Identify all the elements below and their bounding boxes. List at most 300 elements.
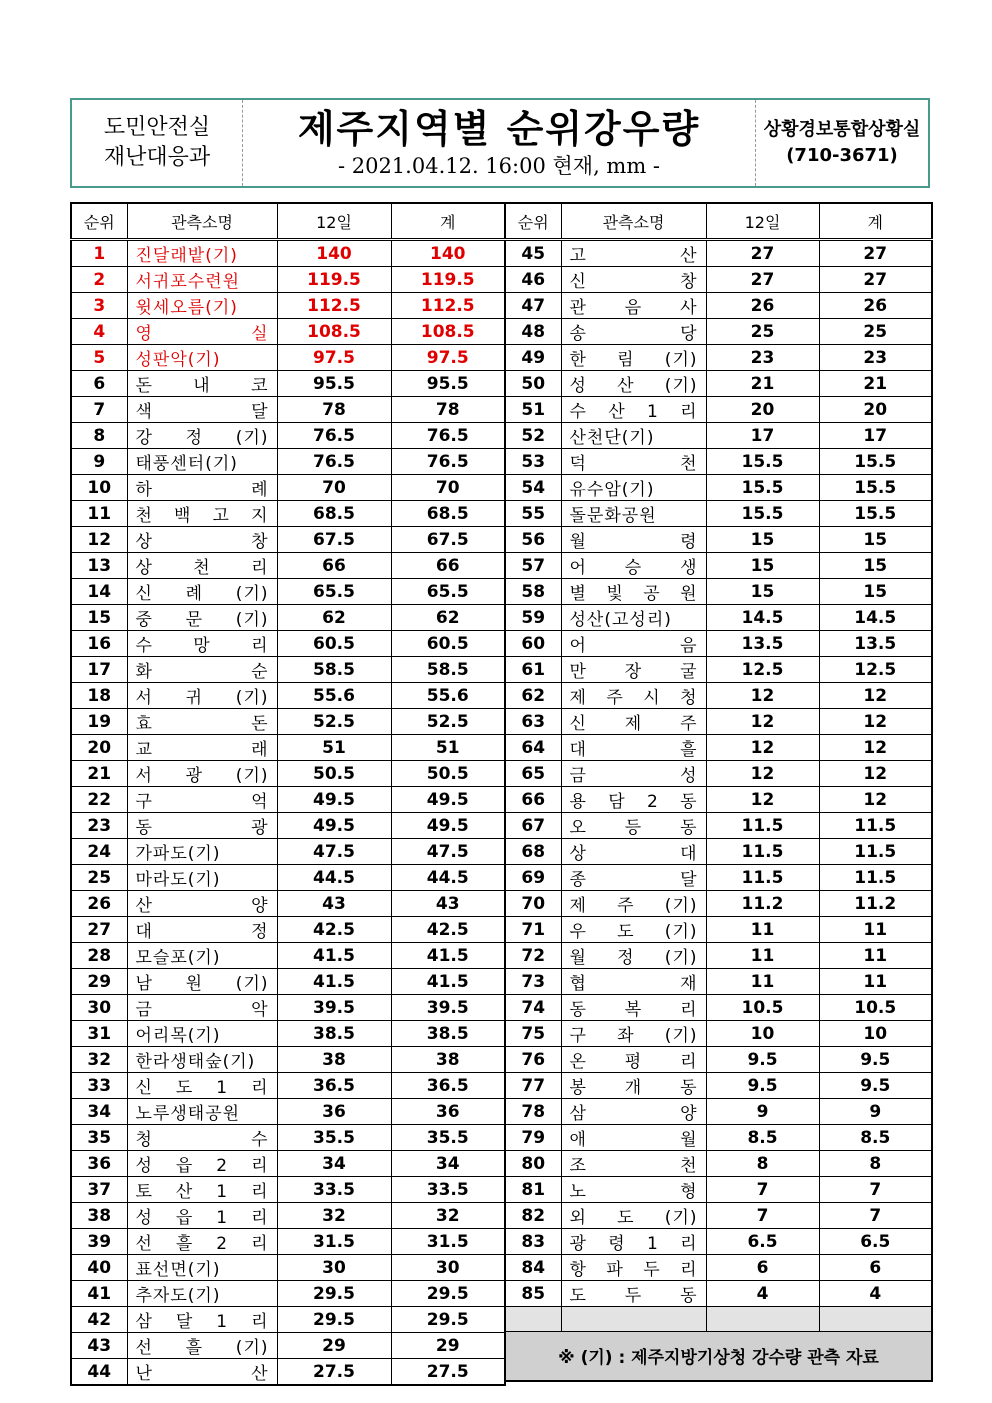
table-row xyxy=(505,1021,932,1047)
station-name-cell: 상 천 리 xyxy=(127,553,277,579)
day-rainfall-cell: 9 xyxy=(706,1099,819,1125)
rank-cell: 77 xyxy=(505,1073,561,1099)
day-rainfall-cell: 7 xyxy=(706,1177,819,1203)
station-name-cell: 만 장 굴 xyxy=(561,657,706,683)
rank-cell: 50 xyxy=(505,371,561,397)
rank-cell: 67 xyxy=(505,813,561,839)
day-rainfall-cell: 50.5 xyxy=(277,761,391,787)
station-name-cell: 산 양 xyxy=(127,891,277,917)
day-rainfall-cell: 70 xyxy=(277,475,391,501)
station-name-cell: 금 성 xyxy=(561,761,706,787)
table-row xyxy=(71,865,505,891)
day-rainfall-cell: 11.5 xyxy=(706,813,819,839)
station-name-cell: 토 산 1 리 xyxy=(127,1177,277,1203)
station-name-cell: 도 두 동 xyxy=(561,1281,706,1307)
total-rainfall-cell: 12 xyxy=(819,683,932,709)
station-name-cell: 산천단(기) xyxy=(561,423,706,449)
total-rainfall-cell: 27.5 xyxy=(391,1359,505,1386)
department-block xyxy=(72,100,243,186)
station-name-cell: 어리목(기) xyxy=(127,1021,277,1047)
table-row xyxy=(505,553,932,579)
day-rainfall-cell: 12.5 xyxy=(706,657,819,683)
rank-cell: 15 xyxy=(71,605,127,631)
total-rainfall-cell: 51 xyxy=(391,735,505,761)
station-name-cell: 성산(고성리) xyxy=(561,605,706,631)
station-name-cell: 오 등 동 xyxy=(561,813,706,839)
table-row xyxy=(505,631,932,657)
day-rainfall-cell: 52.5 xyxy=(277,709,391,735)
station-name-cell: 서 광 (기) xyxy=(127,761,277,787)
day-rainfall-cell: 30 xyxy=(277,1255,391,1281)
table-row xyxy=(505,735,932,761)
table-row xyxy=(71,787,505,813)
total-rainfall-cell: 27 xyxy=(819,240,932,267)
station-name-cell: 청 수 xyxy=(127,1125,277,1151)
total-rainfall-cell: 31.5 xyxy=(391,1229,505,1255)
total-rainfall-cell: 32 xyxy=(391,1203,505,1229)
station-name-cell: 진달래밭(기) xyxy=(127,240,277,267)
rank-cell: 61 xyxy=(505,657,561,683)
day-rainfall-cell: 9.5 xyxy=(706,1073,819,1099)
station-name-cell: 신 도 1 리 xyxy=(127,1073,277,1099)
day-rainfall-cell: 58.5 xyxy=(277,657,391,683)
station-name-cell: 노 형 xyxy=(561,1177,706,1203)
rank-cell: 31 xyxy=(71,1021,127,1047)
rank-cell: 38 xyxy=(71,1203,127,1229)
day-rainfall-cell: 44.5 xyxy=(277,865,391,891)
total-rainfall-cell: 41.5 xyxy=(391,969,505,995)
table-row xyxy=(505,423,932,449)
total-rainfall-cell: 108.5 xyxy=(391,319,505,345)
station-name-cell: 하 례 xyxy=(127,475,277,501)
table-row xyxy=(71,1021,505,1047)
day-rainfall-cell: 29 xyxy=(277,1333,391,1359)
total-rainfall-cell: 42.5 xyxy=(391,917,505,943)
station-name-cell: 고 산 xyxy=(561,240,706,267)
table-row xyxy=(71,319,505,345)
total-rainfall-cell: 10.5 xyxy=(819,995,932,1021)
page-title: 제주지역별 순위강우량 xyxy=(297,107,701,151)
day-rainfall-cell: 35.5 xyxy=(277,1125,391,1151)
table-row xyxy=(71,1047,505,1073)
station-name-cell: 덕 천 xyxy=(561,449,706,475)
table-row xyxy=(505,943,932,969)
table-row xyxy=(505,683,932,709)
station-name-cell: 제 주 (기) xyxy=(561,891,706,917)
total-rainfall-cell: 112.5 xyxy=(391,293,505,319)
station-name-cell: 성 읍 1 리 xyxy=(127,1203,277,1229)
total-rainfall-cell: 11.5 xyxy=(819,839,932,865)
col-day: 12일 xyxy=(706,203,819,240)
table-row xyxy=(71,423,505,449)
table-row xyxy=(505,579,932,605)
station-name-cell: 별 빛 공 원 xyxy=(561,579,706,605)
table-row xyxy=(505,1229,932,1255)
station-name-cell: 한 림 (기) xyxy=(561,345,706,371)
table-row xyxy=(71,1073,505,1099)
total-rainfall-cell: 17 xyxy=(819,423,932,449)
rank-cell: 78 xyxy=(505,1099,561,1125)
station-name-cell: 태풍센터(기) xyxy=(127,449,277,475)
table-row xyxy=(505,1203,932,1229)
station-name-cell: 돈 내 코 xyxy=(127,371,277,397)
table-row xyxy=(71,475,505,501)
day-rainfall-cell: 27 xyxy=(706,240,819,267)
total-rainfall-cell: 8 xyxy=(819,1151,932,1177)
table-row xyxy=(71,917,505,943)
rank-cell: 4 xyxy=(71,319,127,345)
office-block xyxy=(756,100,928,186)
department-line-1: 도민안전실 xyxy=(103,115,211,140)
station-name-cell: 신 창 xyxy=(561,267,706,293)
table-row xyxy=(71,995,505,1021)
rank-cell: 56 xyxy=(505,527,561,553)
table-row xyxy=(71,579,505,605)
table-row xyxy=(71,449,505,475)
table-row xyxy=(71,1203,505,1229)
table-row xyxy=(71,813,505,839)
rank-cell: 68 xyxy=(505,839,561,865)
table-row xyxy=(71,631,505,657)
total-rainfall-cell: 9.5 xyxy=(819,1047,932,1073)
station-name-cell: 한라생태숲(기) xyxy=(127,1047,277,1073)
table-row xyxy=(505,319,932,345)
table-row xyxy=(505,1099,932,1125)
blank-cell xyxy=(819,1307,932,1332)
total-rainfall-cell: 55.6 xyxy=(391,683,505,709)
day-rainfall-cell: 29.5 xyxy=(277,1281,391,1307)
total-rainfall-cell: 95.5 xyxy=(391,371,505,397)
day-rainfall-cell: 67.5 xyxy=(277,527,391,553)
day-rainfall-cell: 76.5 xyxy=(277,423,391,449)
rank-cell: 85 xyxy=(505,1281,561,1307)
col-total: 계 xyxy=(819,203,932,240)
rank-cell: 34 xyxy=(71,1099,127,1125)
rank-cell: 24 xyxy=(71,839,127,865)
station-name-cell: 신 제 주 xyxy=(561,709,706,735)
station-name-cell: 성판악(기) xyxy=(127,345,277,371)
day-rainfall-cell: 11 xyxy=(706,969,819,995)
table-row xyxy=(505,1047,932,1073)
station-name-cell: 조 천 xyxy=(561,1151,706,1177)
table-row xyxy=(505,1281,932,1307)
table-row xyxy=(505,865,932,891)
rank-cell: 70 xyxy=(505,891,561,917)
rank-cell: 62 xyxy=(505,683,561,709)
total-rainfall-cell: 68.5 xyxy=(391,501,505,527)
day-rainfall-cell: 14.5 xyxy=(706,605,819,631)
rank-cell: 57 xyxy=(505,553,561,579)
day-rainfall-cell: 32 xyxy=(277,1203,391,1229)
station-name-cell: 성 산 (기) xyxy=(561,371,706,397)
rank-cell: 35 xyxy=(71,1125,127,1151)
station-name-cell: 월 정 (기) xyxy=(561,943,706,969)
station-name-cell: 표선면(기) xyxy=(127,1255,277,1281)
table-row xyxy=(505,267,932,293)
table-row xyxy=(71,891,505,917)
station-name-cell: 관 음 사 xyxy=(561,293,706,319)
table-row xyxy=(505,969,932,995)
day-rainfall-cell: 4 xyxy=(706,1281,819,1307)
total-rainfall-cell: 78 xyxy=(391,397,505,423)
day-rainfall-cell: 12 xyxy=(706,787,819,813)
day-rainfall-cell: 29.5 xyxy=(277,1307,391,1333)
station-name-cell: 상 대 xyxy=(561,839,706,865)
rank-cell: 36 xyxy=(71,1151,127,1177)
total-rainfall-cell: 58.5 xyxy=(391,657,505,683)
table-row xyxy=(71,293,505,319)
total-rainfall-cell: 12.5 xyxy=(819,657,932,683)
total-rainfall-cell: 66 xyxy=(391,553,505,579)
rank-cell: 47 xyxy=(505,293,561,319)
table-row xyxy=(505,449,932,475)
day-rainfall-cell: 60.5 xyxy=(277,631,391,657)
table-row xyxy=(71,1125,505,1151)
station-name-cell: 항 파 두 리 xyxy=(561,1255,706,1281)
rank-cell: 66 xyxy=(505,787,561,813)
table-row xyxy=(505,761,932,787)
station-name-cell: 윗세오름(기) xyxy=(127,293,277,319)
total-rainfall-cell: 97.5 xyxy=(391,345,505,371)
rank-cell: 84 xyxy=(505,1255,561,1281)
station-name-cell: 어 승 생 xyxy=(561,553,706,579)
rank-cell: 59 xyxy=(505,605,561,631)
table-row xyxy=(505,839,932,865)
station-name-cell: 삼 양 xyxy=(561,1099,706,1125)
day-rainfall-cell: 27 xyxy=(706,267,819,293)
total-rainfall-cell: 15 xyxy=(819,579,932,605)
table-row xyxy=(71,527,505,553)
total-rainfall-cell: 30 xyxy=(391,1255,505,1281)
station-name-cell: 동 복 리 xyxy=(561,995,706,1021)
table-row xyxy=(505,397,932,423)
day-rainfall-cell: 33.5 xyxy=(277,1177,391,1203)
rank-cell: 33 xyxy=(71,1073,127,1099)
rank-cell: 9 xyxy=(71,449,127,475)
rank-cell: 58 xyxy=(505,579,561,605)
total-rainfall-cell: 15.5 xyxy=(819,449,932,475)
table-row xyxy=(71,735,505,761)
rank-cell: 69 xyxy=(505,865,561,891)
station-name-cell: 성 읍 2 리 xyxy=(127,1151,277,1177)
station-name-cell: 추자도(기) xyxy=(127,1281,277,1307)
station-name-cell: 선 흘 (기) xyxy=(127,1333,277,1359)
table-row xyxy=(505,240,932,267)
day-rainfall-cell: 15.5 xyxy=(706,449,819,475)
day-rainfall-cell: 13.5 xyxy=(706,631,819,657)
day-rainfall-cell: 36 xyxy=(277,1099,391,1125)
station-name-cell: 구 억 xyxy=(127,787,277,813)
blank-cell xyxy=(706,1307,819,1332)
rank-cell: 80 xyxy=(505,1151,561,1177)
blank-row xyxy=(505,1307,932,1332)
day-rainfall-cell: 15.5 xyxy=(706,475,819,501)
total-rainfall-cell: 20 xyxy=(819,397,932,423)
station-name-cell: 천 백 고 지 xyxy=(127,501,277,527)
day-rainfall-cell: 15 xyxy=(706,579,819,605)
table-row xyxy=(505,891,932,917)
report-timestamp: - 2021.04.12. 16:00 현재, mm - xyxy=(337,154,661,178)
station-name-cell: 노루생태공원 xyxy=(127,1099,277,1125)
table-row xyxy=(505,1073,932,1099)
rank-cell: 16 xyxy=(71,631,127,657)
day-rainfall-cell: 112.5 xyxy=(277,293,391,319)
title-block xyxy=(243,100,756,186)
report-header xyxy=(70,98,930,188)
day-rainfall-cell: 26 xyxy=(706,293,819,319)
table-row xyxy=(71,371,505,397)
table-row xyxy=(505,657,932,683)
rank-cell: 18 xyxy=(71,683,127,709)
rank-cell: 13 xyxy=(71,553,127,579)
table-row xyxy=(505,475,932,501)
day-rainfall-cell: 42.5 xyxy=(277,917,391,943)
rank-cell: 28 xyxy=(71,943,127,969)
total-rainfall-cell: 7 xyxy=(819,1203,932,1229)
station-name-cell: 종 달 xyxy=(561,865,706,891)
rank-cell: 60 xyxy=(505,631,561,657)
total-rainfall-cell: 38 xyxy=(391,1047,505,1073)
day-rainfall-cell: 49.5 xyxy=(277,813,391,839)
rank-cell: 51 xyxy=(505,397,561,423)
day-rainfall-cell: 65.5 xyxy=(277,579,391,605)
total-rainfall-cell: 67.5 xyxy=(391,527,505,553)
table-row xyxy=(505,917,932,943)
rank-cell: 37 xyxy=(71,1177,127,1203)
day-rainfall-cell: 39.5 xyxy=(277,995,391,1021)
station-name-cell: 서 귀 (기) xyxy=(127,683,277,709)
table-row xyxy=(71,605,505,631)
day-rainfall-cell: 31.5 xyxy=(277,1229,391,1255)
station-name-cell: 광 령 1 리 xyxy=(561,1229,706,1255)
rank-cell: 26 xyxy=(71,891,127,917)
day-rainfall-cell: 97.5 xyxy=(277,345,391,371)
day-rainfall-cell: 10 xyxy=(706,1021,819,1047)
rank-cell: 43 xyxy=(71,1333,127,1359)
rank-cell: 52 xyxy=(505,423,561,449)
day-rainfall-cell: 66 xyxy=(277,553,391,579)
total-rainfall-cell: 8.5 xyxy=(819,1125,932,1151)
table-row xyxy=(505,527,932,553)
total-rainfall-cell: 14.5 xyxy=(819,605,932,631)
rank-cell: 8 xyxy=(71,423,127,449)
station-name-cell: 금 악 xyxy=(127,995,277,1021)
table-row xyxy=(505,345,932,371)
total-rainfall-cell: 6.5 xyxy=(819,1229,932,1255)
day-rainfall-cell: 21 xyxy=(706,371,819,397)
rank-cell: 12 xyxy=(71,527,127,553)
day-rainfall-cell: 76.5 xyxy=(277,449,391,475)
table-row xyxy=(71,240,505,267)
station-name-cell: 신 례 (기) xyxy=(127,579,277,605)
total-rainfall-cell: 15 xyxy=(819,527,932,553)
table-header-row xyxy=(71,203,505,240)
rainfall-table-left xyxy=(70,202,506,1386)
table-row xyxy=(71,1333,505,1359)
total-rainfall-cell: 15 xyxy=(819,553,932,579)
table-row xyxy=(505,293,932,319)
col-total: 계 xyxy=(391,203,505,240)
rank-cell: 29 xyxy=(71,969,127,995)
table-row xyxy=(505,371,932,397)
day-rainfall-cell: 8.5 xyxy=(706,1125,819,1151)
rank-cell: 65 xyxy=(505,761,561,787)
rank-cell: 19 xyxy=(71,709,127,735)
total-rainfall-cell: 25 xyxy=(819,319,932,345)
department-line-2: 재난대응과 xyxy=(103,145,211,170)
table-row xyxy=(71,1359,505,1386)
station-name-cell: 제 주 시 청 xyxy=(561,683,706,709)
station-name-cell: 영 실 xyxy=(127,319,277,345)
day-rainfall-cell: 41.5 xyxy=(277,943,391,969)
day-rainfall-cell: 12 xyxy=(706,735,819,761)
day-rainfall-cell: 108.5 xyxy=(277,319,391,345)
rank-cell: 64 xyxy=(505,735,561,761)
total-rainfall-cell: 70 xyxy=(391,475,505,501)
station-name-cell: 대 정 xyxy=(127,917,277,943)
station-name-cell: 돌문화공원 xyxy=(561,501,706,527)
station-name-cell: 난 산 xyxy=(127,1359,277,1386)
table-row xyxy=(505,813,932,839)
total-rainfall-cell: 43 xyxy=(391,891,505,917)
total-rainfall-cell: 38.5 xyxy=(391,1021,505,1047)
table-row xyxy=(505,995,932,1021)
total-rainfall-cell: 34 xyxy=(391,1151,505,1177)
total-rainfall-cell: 49.5 xyxy=(391,787,505,813)
day-rainfall-cell: 11 xyxy=(706,943,819,969)
day-rainfall-cell: 6.5 xyxy=(706,1229,819,1255)
station-name-cell: 어 음 xyxy=(561,631,706,657)
table-row xyxy=(71,1177,505,1203)
day-rainfall-cell: 51 xyxy=(277,735,391,761)
station-name-cell: 구 좌 (기) xyxy=(561,1021,706,1047)
rank-cell: 75 xyxy=(505,1021,561,1047)
table-row xyxy=(71,1307,505,1333)
total-rainfall-cell: 35.5 xyxy=(391,1125,505,1151)
col-station: 관측소명 xyxy=(561,203,706,240)
total-rainfall-cell: 49.5 xyxy=(391,813,505,839)
rank-cell: 40 xyxy=(71,1255,127,1281)
table-row xyxy=(505,605,932,631)
rank-cell: 44 xyxy=(71,1359,127,1386)
station-name-cell: 수 산 1 리 xyxy=(561,397,706,423)
total-rainfall-cell: 76.5 xyxy=(391,449,505,475)
table-row xyxy=(71,267,505,293)
table-row xyxy=(505,501,932,527)
rank-cell: 14 xyxy=(71,579,127,605)
day-rainfall-cell: 25 xyxy=(706,319,819,345)
total-rainfall-cell: 12 xyxy=(819,761,932,787)
rank-cell: 83 xyxy=(505,1229,561,1255)
rank-cell: 2 xyxy=(71,267,127,293)
rank-cell: 30 xyxy=(71,995,127,1021)
rank-cell: 71 xyxy=(505,917,561,943)
rank-cell: 41 xyxy=(71,1281,127,1307)
day-rainfall-cell: 6 xyxy=(706,1255,819,1281)
total-rainfall-cell: 15.5 xyxy=(819,475,932,501)
day-rainfall-cell: 11.5 xyxy=(706,865,819,891)
station-name-cell: 애 월 xyxy=(561,1125,706,1151)
station-name-cell: 월 령 xyxy=(561,527,706,553)
rank-cell: 17 xyxy=(71,657,127,683)
rank-cell: 25 xyxy=(71,865,127,891)
rank-cell: 42 xyxy=(71,1307,127,1333)
day-rainfall-cell: 15 xyxy=(706,553,819,579)
station-name-cell: 우 도 (기) xyxy=(561,917,706,943)
station-name-cell: 동 광 xyxy=(127,813,277,839)
total-rainfall-cell: 36 xyxy=(391,1099,505,1125)
total-rainfall-cell: 39.5 xyxy=(391,995,505,1021)
